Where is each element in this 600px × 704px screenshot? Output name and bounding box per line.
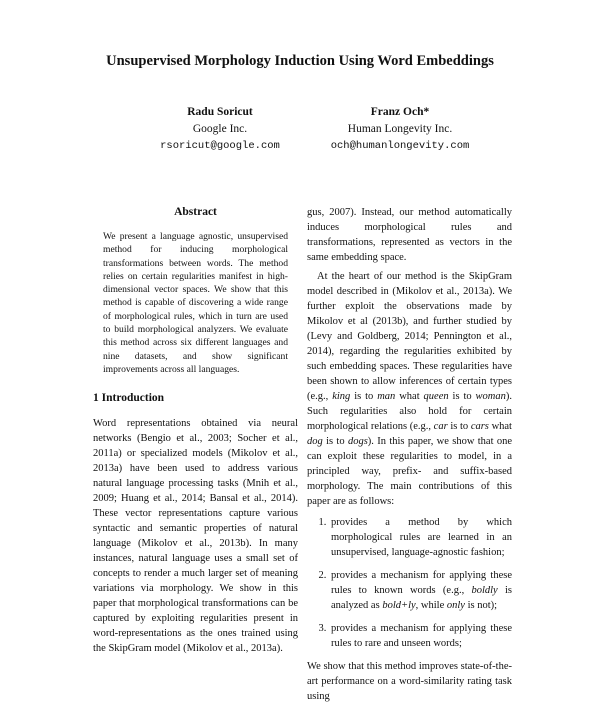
contribution-item: 3. provides a mechanism for applying these rules to rare and unseen words;: [329, 621, 512, 651]
example-king: king: [332, 391, 351, 402]
example-cars: cars: [470, 421, 489, 432]
example-man: man: [377, 391, 396, 402]
example-dog: dog: [307, 436, 323, 447]
example-queen: queen: [423, 391, 449, 402]
left-column: [93, 205, 298, 656]
contribution-item: 1. provides a method by which morphological rules are learned in an unsupervised, language-agnostic fashion;: [329, 515, 512, 560]
abstract-heading: Abstract: [174, 206, 217, 218]
abstract-text: We present a language agnostic, unsupervised method for inducing morphological transformations between words. The method relies on certain regularities manifest in high-dimensional vector spaces. We show that this method is capable of discovering a wide range of morphological rules, which in turn are used to build morphological analyzers. We evaluate this method across six different languages and nine datasets, and show significant improvements across all languages.: [103, 231, 288, 375]
closing-paragraph: We show that this method improves state-of-the-art performance on a word-similarity rating task using: [307, 661, 512, 702]
contributions-list: [307, 515, 512, 651]
intro-continuation: gus, 2007). Instead, our method automatically induces morphological rules and transformations, represented as vectors in the same embedding space.: [307, 207, 512, 263]
author-2-name: Franz Och*: [370, 106, 430, 118]
author-1-affiliation: Google Inc.: [192, 123, 248, 135]
right-column: [307, 205, 512, 704]
example-car: car: [433, 421, 448, 432]
intro-paragraph-2: At the heart of our method is the SkipGram model described in (Mikolov et al., 2013a). We further exploit the observations made by Mikolov et al (2013b), and further studied by (Levy and Goldberg, 2014; Pennington et al., 2014), regarding the regularities exhibited by such embedding spaces. These regularities have been shown to allow inferences of certain types (e.g., king is to man what queen is to woman). Such regularities also hold for certain morphological relations (e.g., car is to cars what dog is to dogs). In this paper, we show that one can exploit these regularities to model, in a principled way, prefix- and suffix-based morphology. The main contributions of this paper are as follows:: [307, 271, 513, 507]
section-heading-introduction: 1 Introduction: [93, 392, 165, 405]
example-boldly-analysis: bold+ly: [382, 600, 416, 611]
example-woman: woman: [475, 391, 506, 402]
paper-title: Unsupervised Morphology Induction Using Word Embeddings: [106, 53, 494, 69]
author-1-email: rsoricut@google.com: [160, 140, 280, 152]
author-1-name: Radu Soricut: [187, 106, 253, 118]
example-boldly: boldly: [471, 585, 498, 596]
intro-paragraph: Word representations obtained via neural networks (Bengio et al., 2003; Socher et al., 2011a) or specialized models (Mikolov et al., 2013a) have been used to address various natural language processing tasks (Mnih et al., 2009; Huang et al., 2014; Bansal et al., 2014). These vector representations capture various syntactic and semantic properties of natural language (Mikolov et al., 2013b). In many instances, natural language uses a small set of concepts to render a much larger set of meaning variations via morphology. We show in this paper that morphological transformations can be captured by exploiting regularities present in word-representations as the ones trained using the SkipGram model (Mikolov et al., 2013a).: [93, 418, 298, 655]
author-2: [280, 104, 520, 155]
example-only: only: [446, 600, 465, 611]
author-2-affiliation: Human Longevity Inc.: [347, 123, 453, 135]
author-2-email: och@humanlongevity.com: [330, 140, 470, 152]
contribution-item: 2. provides a mechanism for applying these rules to known words (e.g., boldly is analyzed as bold+ly, while only is not);: [329, 568, 512, 613]
example-dogs: dogs: [347, 436, 368, 447]
